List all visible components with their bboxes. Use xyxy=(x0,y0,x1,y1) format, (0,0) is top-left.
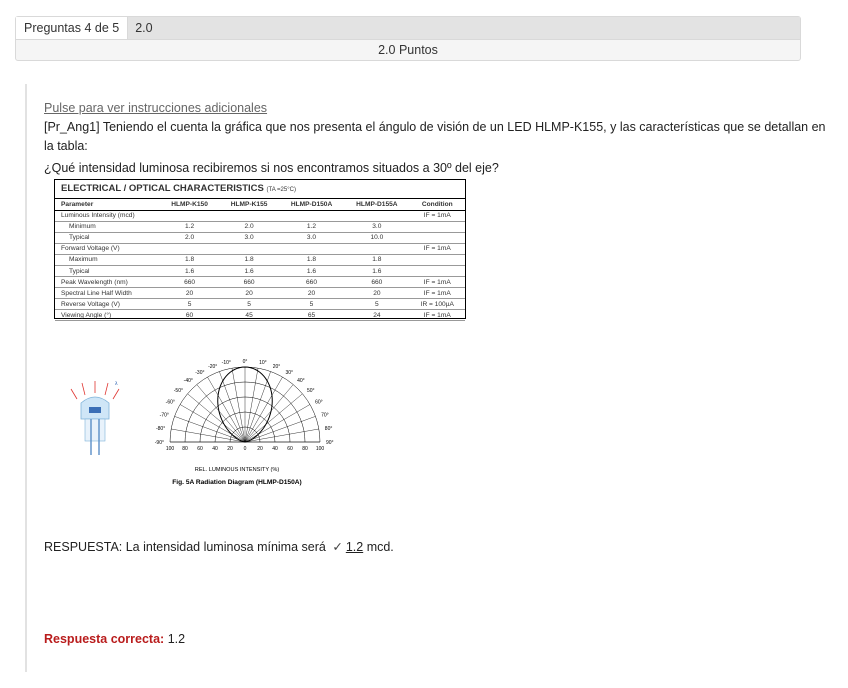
table-cell: 5 xyxy=(219,299,279,310)
question-text-line2: ¿Qué intensidad luminosa recibiremos si nos encontramos situados a 30º del eje? xyxy=(44,161,499,175)
table-title xyxy=(55,180,465,199)
polar-angle-label: -40° xyxy=(183,378,193,384)
table-cell xyxy=(410,254,465,265)
table-cell: Luminous Intensity (mcd) xyxy=(55,210,160,221)
table-cell xyxy=(344,210,409,221)
table-cell: 660 xyxy=(279,277,344,288)
table-cell: 2.0 xyxy=(160,232,220,243)
answer-line xyxy=(44,539,394,554)
table-row xyxy=(55,299,465,310)
table-cell xyxy=(160,243,220,254)
table-row xyxy=(55,310,465,321)
table-cell: IF = 1mA xyxy=(410,243,465,254)
table-row xyxy=(55,232,465,243)
table-cell: 3.0 xyxy=(279,232,344,243)
question-header xyxy=(15,16,801,61)
table-cell xyxy=(410,232,465,243)
polar-angle-label: -90° xyxy=(154,440,164,446)
x-tick-label: 0 xyxy=(243,446,247,452)
table-row xyxy=(55,221,465,232)
svg-text:λ: λ xyxy=(115,381,118,387)
table-cell: 45 xyxy=(219,310,279,321)
x-tick-label: 40 xyxy=(212,446,218,452)
polar-angle-label: 50° xyxy=(307,387,315,394)
table-cell xyxy=(219,243,279,254)
table-cell: 1.6 xyxy=(219,265,279,276)
question-header-top xyxy=(16,17,800,40)
table-cell: IF = 1mA xyxy=(410,310,465,321)
polar-angle-label: 30° xyxy=(285,369,294,376)
polar-angle-label: -30° xyxy=(195,369,205,376)
table-cell: 1.2 xyxy=(279,221,344,232)
table-row xyxy=(55,265,465,276)
correct-answer xyxy=(44,632,185,646)
table-row xyxy=(55,254,465,265)
table-cell: 1.8 xyxy=(279,254,344,265)
table-header-cell: Condition xyxy=(410,199,465,210)
polar-angle-label: -10° xyxy=(221,360,231,367)
polar-angle-label: 0° xyxy=(242,359,248,365)
table-cell: 24 xyxy=(344,310,409,321)
table-cell: 1.6 xyxy=(160,265,220,276)
table-cell: 1.8 xyxy=(160,254,220,265)
table-cell: 1.6 xyxy=(279,265,344,276)
question-counter: Preguntas 4 de 5 xyxy=(16,17,128,39)
polar-angle-label: 70° xyxy=(321,412,329,419)
table-cell: IF = 1mA xyxy=(410,288,465,299)
table-cell: Spectral Line Half Width xyxy=(55,288,160,299)
table-cell: 5 xyxy=(279,299,344,310)
figure-caption: Fig. 5A Radiation Diagram (HLMP-D150A) xyxy=(172,479,302,486)
polar-angle-label: -70° xyxy=(159,412,169,419)
table-cell: 60 xyxy=(160,310,220,321)
polar-angle-label: 40° xyxy=(297,378,305,384)
table-cell: Forward Voltage (V) xyxy=(55,243,160,254)
table-cell: 1.2 xyxy=(160,221,220,232)
table-cell xyxy=(279,210,344,221)
polar-angle-label: -20° xyxy=(208,363,218,370)
characteristics-table xyxy=(55,199,465,321)
table-cell: 660 xyxy=(219,277,279,288)
table-header-cell: HLMP-K150 xyxy=(160,199,220,210)
polar-angle-label: 10° xyxy=(259,360,267,367)
x-tick-label: 80 xyxy=(302,446,308,452)
answer-prefix: RESPUESTA: La intensidad luminosa mínima será xyxy=(44,540,326,554)
table-cell: Maximum xyxy=(55,254,160,265)
table-cell xyxy=(410,265,465,276)
x-tick-label: 100 xyxy=(165,446,175,452)
x-tick-label: 80 xyxy=(182,446,188,452)
x-tick-label: 20 xyxy=(257,446,263,452)
table-cell: Typical xyxy=(55,232,160,243)
x-tick-label: 20 xyxy=(227,446,233,452)
table-cell: 10.0 xyxy=(344,232,409,243)
table-cell xyxy=(279,243,344,254)
x-tick-label: 40 xyxy=(272,446,278,452)
table-header-cell: Parameter xyxy=(55,199,160,210)
question-points: 2.0 Puntos xyxy=(378,43,438,57)
table-cell: 5 xyxy=(344,299,409,310)
table-cell: Reverse Voltage (V) xyxy=(55,299,160,310)
table-cell xyxy=(344,243,409,254)
table-cell: 5 xyxy=(160,299,220,310)
polar-angle-label: -60° xyxy=(165,399,175,406)
table-cell: 660 xyxy=(160,277,220,288)
table-cell: 20 xyxy=(279,288,344,299)
table-cell: Minimum xyxy=(55,221,160,232)
table-cell: 3.0 xyxy=(344,221,409,232)
table-header-cell: HLMP-K155 xyxy=(219,199,279,210)
table-cell: 660 xyxy=(344,277,409,288)
table-cell: IF = 1mA xyxy=(410,277,465,288)
correct-answer-label: Respuesta correcta: xyxy=(44,632,165,646)
table-cell: 2.0 xyxy=(219,221,279,232)
table-title-condition: (TA =25°C) xyxy=(266,187,296,193)
table-cell: Peak Wavelength (nm) xyxy=(55,277,160,288)
polar-angle-label: -80° xyxy=(155,425,166,432)
answer-suffix: mcd. xyxy=(366,540,394,554)
table-title-text: ELECTRICAL / OPTICAL CHARACTERISTICS xyxy=(61,183,264,194)
table-header-cell: HLMP-D150A xyxy=(279,199,344,210)
correct-answer-value: 1.2 xyxy=(167,632,186,646)
table-row xyxy=(55,288,465,299)
table-row xyxy=(55,277,465,288)
table-cell: 65 xyxy=(279,310,344,321)
table-cell xyxy=(219,210,279,221)
question-score: 2.0 xyxy=(135,21,153,35)
x-tick-label: 60 xyxy=(287,446,293,452)
answer-value: 1.2 xyxy=(345,540,364,554)
polar-angle-label: 90° xyxy=(326,440,334,446)
x-axis-label: REL. LUMINOUS INTENSITY (%) xyxy=(194,467,280,473)
polar-angle-label: 80° xyxy=(324,425,333,432)
check-icon: ✓ xyxy=(332,540,343,554)
polar-angle-label: -50° xyxy=(173,387,183,394)
table-cell: Typical xyxy=(55,265,160,276)
characteristics-table-image xyxy=(54,179,466,319)
table-row xyxy=(55,243,465,254)
table-cell: 1.8 xyxy=(219,254,279,265)
polar-diagram xyxy=(155,359,334,452)
table-cell: IR = 100µA xyxy=(410,299,465,310)
x-tick-label: 60 xyxy=(197,446,203,452)
led-illustration xyxy=(63,381,119,455)
table-cell: IF = 1mA xyxy=(410,210,465,221)
table-cell xyxy=(160,210,220,221)
question-text-line1: [Pr_Ang1] Teniendo el cuenta la gráfica que nos presenta el ángulo de visión de un LED HLMP-K155, y las características que se detallan en la tabla: xyxy=(44,120,826,153)
table-header-cell: HLMP-D155A xyxy=(344,199,409,210)
polar-angle-label: 20° xyxy=(272,363,281,370)
question-left-border xyxy=(25,84,27,672)
table-cell: Viewing Angle (°) xyxy=(55,310,160,321)
table-cell: 1.8 xyxy=(344,254,409,265)
radiation-figure xyxy=(55,355,345,495)
table-cell: 20 xyxy=(160,288,220,299)
question-body xyxy=(44,99,834,178)
table-row xyxy=(55,210,465,221)
table-cell: 3.0 xyxy=(219,232,279,243)
table-cell xyxy=(410,221,465,232)
polar-angle-label: 60° xyxy=(315,399,323,406)
table-cell: 1.6 xyxy=(344,265,409,276)
table-cell: 20 xyxy=(344,288,409,299)
table-cell: 20 xyxy=(219,288,279,299)
x-tick-label: 100 xyxy=(315,446,325,452)
instructions-link[interactable]: Pulse para ver instrucciones adicionales xyxy=(44,101,268,115)
